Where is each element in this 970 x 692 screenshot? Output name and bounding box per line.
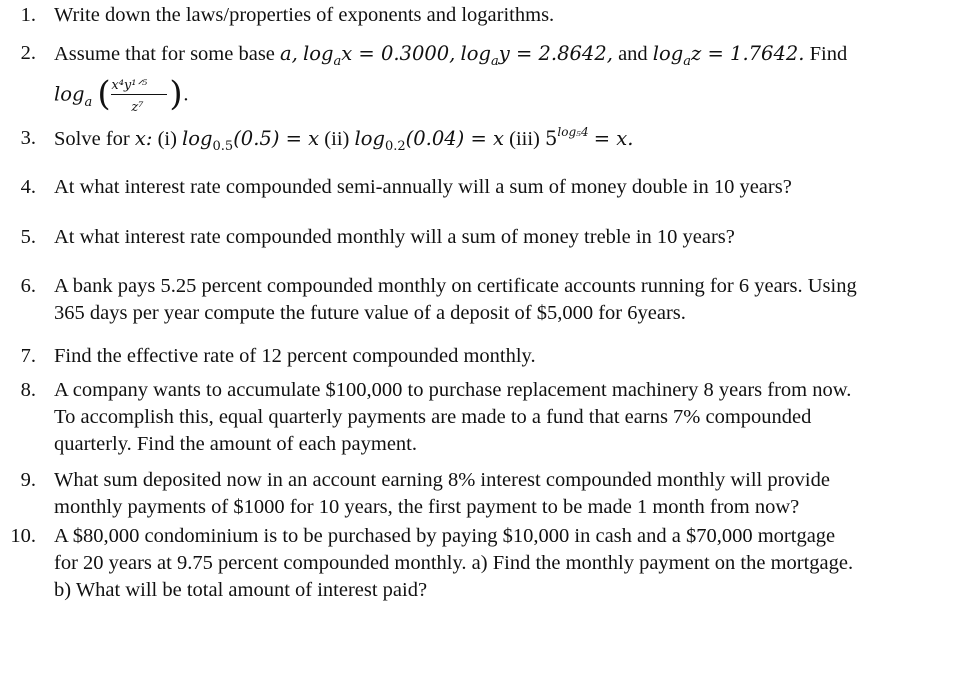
question-number: 8. bbox=[20, 379, 36, 401]
question-text: At what interest rate compounded monthly will a sum of money treble in 10 years? bbox=[54, 226, 735, 248]
question-text: Assume that for some base a, $\log_ax = 0.3000$, $\log_ay = 2.8642$, and $\log_az = 1.7642$. Find bbox=[54, 42, 848, 69]
question-text: A company wants to accumulate $100,000 to purchase replacement machinery 8 years from now. To accomplish this, equal quarterly payments are made to a fund that earns 7% compounded quarterly. Find the amount of each payment. bbox=[54, 379, 852, 455]
question-number: 2. bbox=[20, 42, 36, 64]
question-number: 3. bbox=[20, 127, 36, 149]
question-number: 7. bbox=[20, 345, 36, 367]
question-text: Write down the laws/properties of exponents and logarithms. bbox=[54, 4, 555, 26]
question-number: 10. bbox=[10, 525, 36, 547]
fraction-numerator: x⁴y¹ᐟ⁵ bbox=[111, 78, 148, 93]
question-text: At what interest rate compounded semi-annually will a sum of money double in 10 years? bbox=[54, 176, 792, 198]
question-text: A $80,000 condominium is to be purchased by paying $10,000 in cash and a $70,000 mortgage for 20 years at 9.75 percent compounded monthly. a) Find the monthly payment on the mortgage. b) What will be total amount of interest paid? bbox=[54, 525, 854, 601]
question-number: 9. bbox=[20, 469, 36, 491]
question-number: 4. bbox=[20, 176, 36, 198]
question-number: 6. bbox=[20, 275, 36, 297]
question-text: Find the effective rate of 12 percent compounded monthly. bbox=[54, 345, 536, 367]
fraction: ( x⁴y¹ᐟ⁵ z⁷ ) bbox=[97, 76, 183, 116]
question-number: 1. bbox=[20, 4, 36, 26]
question-text: What sum deposited now in an account earning 8% interest compounded monthly will provide monthly payments of $1000 for 10 years, the first payment to be made 1 month from now? bbox=[54, 469, 830, 518]
question-number: 5. bbox=[20, 226, 36, 248]
question-text: Solve for x: (i) $\log_{0.5}(0.5) = x$ (ii) $\log_{0.2}(0.04) = x$ (iii) $5^{log_54} = x$. bbox=[54, 125, 634, 154]
question-text: A bank pays 5.25 percent compounded monthly on certificate accounts running for 6 years. Using 365 days per year compute the future value of a deposit of $5,000 for 6years. bbox=[54, 275, 857, 324]
fraction-denominator: z⁷ bbox=[131, 100, 144, 115]
